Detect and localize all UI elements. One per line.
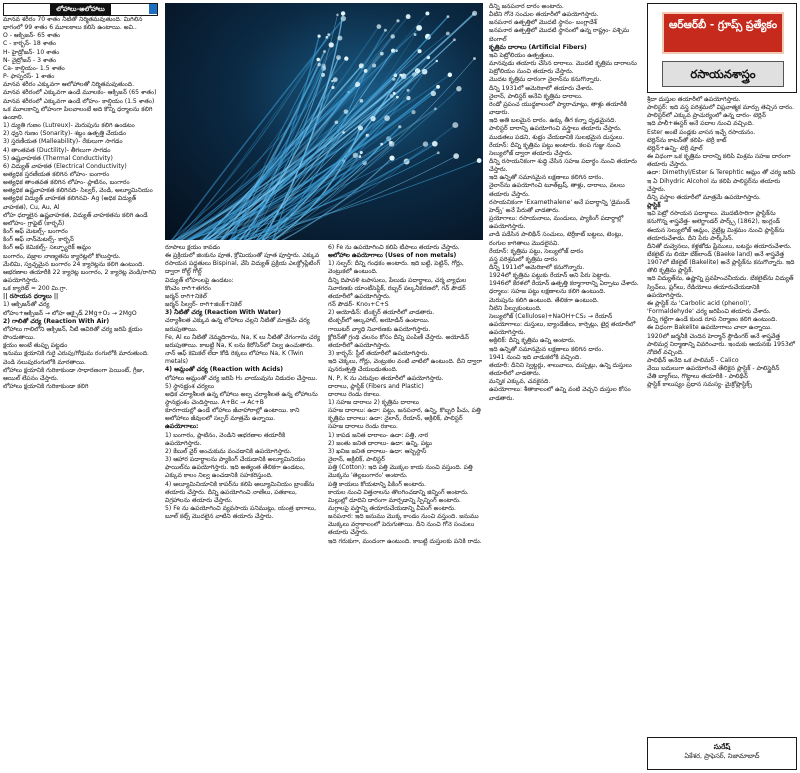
text-line: మిల్లుల్లో దూదిని దారంగా మార్చడాన్ని స్పిన్నింగ్ అంటారు. bbox=[328, 496, 461, 504]
fiber-tip bbox=[472, 11, 477, 16]
text-line: 1) ద్యుతి గుణం (Lutreux)- మెరుపును కలిగి ఉండటం bbox=[3, 122, 135, 130]
text-line: ఈయన సెల్యులోజ్ ఆమ్లం, నైట్రేట్ల మిశ్రమం నుంచి ప్లాస్టిక్‌ను తయారుచేశాడు. దీని పేరు పార్క్‌సిన్. bbox=[647, 226, 785, 242]
fiber-tip bbox=[317, 35, 320, 38]
text-line: 1) కాపడ జనిత దారాలు- ఉదా: పత్తి, నార bbox=[328, 431, 429, 439]
text-line: కింగ్ ఆఫ్ నాన్‌మెటల్స్- కార్బన్ bbox=[3, 236, 74, 244]
text-line: ఇది పాలీ+ఈస్టర్ అనే పదాల నుంచి వచ్చింది. bbox=[647, 120, 754, 128]
fiber-tip bbox=[333, 77, 338, 82]
fiber-tip bbox=[335, 120, 339, 124]
exam-badge: ఆర్ఆర్‌బీ - గ్రూప్స్ ప్రత్యేకం bbox=[662, 12, 784, 54]
text-line: N- నైట్రోజన్ - 3 శాతం bbox=[3, 56, 57, 64]
text-line: రసాయనికంగా 'Examethalene' అనే పదార్థాన్ని 'డైమండ్ హెడ్స్' అనే పేరుతో వాడతారు. bbox=[489, 198, 630, 214]
fiber-tip bbox=[436, 60, 438, 62]
text-line: బంగారం, వజ్రాల నాణ్యతను క్యారెట్లలో కొలుస్తారు. bbox=[3, 252, 121, 260]
fiber-tip bbox=[437, 151, 440, 154]
text-line: 1) బంగారం, ప్లాటినం, వెండిని ఆభరణాల తయారీకి ఉపయోగిస్తారు. bbox=[165, 431, 286, 447]
text-line: దీన్ని రసాయనికంగా శుద్ధి చేసిన సహజ పదార్థం నుంచి తయారు చేస్తారు. bbox=[489, 157, 637, 174]
text-line: కొంచెం రాగి+తగరం bbox=[165, 284, 211, 292]
text-line: Ester అంటే పండ్లకు వాసన ఇచ్చే రసాయనం. bbox=[647, 128, 756, 136]
fiber-tip bbox=[331, 86, 334, 89]
text-line: మగ్గాలపై వస్త్రాన్ని తయారుచేయడాన్ని వీవింగ్ అంటారు. bbox=[328, 505, 456, 512]
section-tag bbox=[3, 3, 158, 16]
text-line: దీన్ని వస్త్రాల తయారీలో మాత్రమే ఉపయోగిస్తారు. bbox=[647, 193, 761, 201]
column-plastics bbox=[647, 96, 797, 733]
fiber-tip bbox=[453, 153, 459, 159]
text-line: N, P, K ను ఎరువుల తయారీలో ఉపయోగిస్తారు. bbox=[328, 374, 444, 382]
fiber-tip bbox=[331, 80, 333, 82]
author-role: ఏకేశర, ప్రాఫెసర్, నిజామాబాద్ bbox=[684, 752, 760, 760]
fiber-tip bbox=[338, 36, 343, 41]
text-line: జనపనార ఉత్పత్తిలో మొదటి స్థానంలో ఉన్న రాష్ట్రం- పశ్చిమ బెంగాల్ bbox=[489, 27, 630, 43]
text-line: అలోహాల ఉపయోగాలు (Uses of non metals) bbox=[328, 252, 457, 260]
text-line: దీన్ని 1911లో అమెరికాలో కనుగొన్నారు. bbox=[489, 264, 585, 271]
fiber-strand bbox=[165, 66, 374, 240]
text-line: 2) ధ్వని గుణం (Sonarity)- శబ్దం ఉత్పత్తి చేయడం bbox=[3, 130, 127, 138]
text-line: గాయిటర్ వ్యాధి నివారణకు ఉపయోగిస్తారు. bbox=[328, 325, 431, 333]
text-line: 1946లో కేరళలో రేయాన్ ఉత్పత్తి కర్మాగారాన్ని ఏర్పాటు చేశారు. bbox=[489, 280, 639, 288]
fiber-tip bbox=[317, 63, 320, 66]
text-line: 5) స్థానభ్రంశ చర్యలు bbox=[165, 382, 214, 390]
column-nonmetal-uses bbox=[328, 244, 483, 773]
text-line: సహజ దారాలు: ఉదా: పట్టు, జనపనార, ఉన్ని, కొబ్బరి పీచు, పత్తి bbox=[328, 407, 481, 415]
text-line: సెల్యులోజ్ (Cellulose)+NaOH+CS₂ → రేయాన్ bbox=[489, 312, 613, 320]
text-line: ఉపయోగాలు: దుస్తులు, బ్యాండేజీలు, కార్పెట్లు, టైర్ల తయారీలో ఉపయోగిస్తారు. bbox=[489, 321, 636, 337]
text-line: 6) విద్యుత్ వాహకత (Electrical Conductivity) bbox=[3, 162, 127, 170]
text-line: చేతి బ్యాగ్‌లు, గొట్టాలు తయారీకి - పాలిథీన్ bbox=[647, 373, 748, 381]
text-line: 4) తాంతవత (Ductility)- తీగలుగా సాగడం bbox=[3, 146, 111, 154]
text-line: C - కార్బన్- 18 శాతం bbox=[3, 40, 56, 48]
text-line: || రసాయన ధర్మాలు || bbox=[3, 293, 59, 301]
text-line: లోహాలు క్షయానికి గురికాకుండా కలిగి bbox=[3, 383, 89, 391]
fiber-tip bbox=[446, 32, 450, 36]
text-line: P- ఫాస్ఫరస్- 1 శాతం bbox=[3, 73, 55, 81]
text-line: శ్రీదా దుస్తుల తయారీలో ఉపయోగిస్తారు. bbox=[647, 96, 741, 103]
text-line: ఇది చెక్కలు, గోర్లు, వెంట్రుకల వంటి వాటిలో ఉంటుంది. దీని ద్వారా పునరుత్పత్తి చేయబడుతుంది. bbox=[328, 358, 483, 374]
text-line: దారాలు, ప్లాస్టిక్ (Fibers and Plastic) bbox=[328, 382, 424, 390]
fiber-tip bbox=[448, 73, 453, 78]
text-line: మానవ శరీరంలో ఎక్కువగా ఉండే లోహం- కాల్షియం (1.5 శాతం) bbox=[3, 97, 155, 105]
fiber-tip bbox=[453, 38, 456, 41]
text-line: అత్యధిక విద్యుత్ వాహకత కలిగినవి- Ag (అధిక విద్యుత్ వాహకత), Cu, Au, Al bbox=[3, 195, 137, 211]
text-line: నైలాన్, పాలిస్టర్ అనేవి కృత్రిమ దారాలు. bbox=[489, 92, 583, 100]
section-tag-label: లోహాలు-అలోహాలు bbox=[50, 4, 110, 16]
fiber-tip bbox=[423, 141, 428, 146]
text-line: టింక్చర్‌లో ఆల్కహాల్, అయోడిన్ ఉంటాయి. bbox=[328, 317, 430, 325]
text-line: విద్యుత్ లోహంలపై ఉండటం: bbox=[165, 276, 234, 284]
text-line: లోహ ధర్మాలైన ఉష్ణవాహకత, విద్యుత్ వాహకతను కలిగి ఉండే అలోహం- గ్రాఫైట్ (కార్బన్) bbox=[3, 211, 148, 227]
column-reactions bbox=[165, 244, 323, 773]
text-line: బేకలైట్ ను లియో బేక్‌లాండ్ (Baeke land) అనే శాస్త్రవేత్త 1907లో బేకలైట్ (Bakelite) అనే ప్లాస్టిక్‌ను కనుగొన్నారు. ఇది తొలి కృత్రిమ ప్లాస్టిక్. bbox=[647, 250, 795, 275]
text-line: పాలిస్టర్‌లో ఎక్కువ ప్రాచుర్యంలో ఉన్న దారం- టెర్లిన్ bbox=[647, 112, 766, 120]
text-line: నైలాన్‌ను ఉపయోగించి టూత్‌బ్రష్, తాళ్లు, దారాలు, వలలు తయారు చేస్తారు. bbox=[489, 182, 625, 198]
text-line: 3) ఖనిజ జనిత దారాలు- ఉదా: ఆస్బెస్టాస్ bbox=[328, 447, 427, 455]
text-line: క్లోరిన్‌తో గ్రంథి చలనం కోసం దీన్ని పంపిణీ చేస్తారు. అయోడిన్ తయారీలో ఉపయోగిస్తారు. bbox=[328, 333, 469, 349]
author-credit bbox=[647, 737, 797, 770]
text-line: దీన్ని జనపనార దారం అంటారు. bbox=[489, 3, 564, 10]
text-line: 4) ఆమ్లంతో చర్య (Reaction with Acids) bbox=[165, 366, 284, 374]
text-line: 1) ఆక్సిజన్‌తో చర్య bbox=[3, 301, 50, 309]
text-line: రేయాన్: కృత్రిమ పట్టు, సెల్యులోజ్ దారం bbox=[489, 247, 584, 255]
fiber-tip bbox=[341, 11, 345, 15]
fiber-tip bbox=[393, 92, 396, 95]
text-line: 2) గాలితో చర్య (Reaction With Air) bbox=[3, 317, 110, 325]
fiber-tip bbox=[406, 14, 411, 19]
optical-fiber-image bbox=[165, 3, 483, 240]
fiber-tip bbox=[336, 55, 341, 60]
text-line: 3) స్తరణీయత (Malleability)- రేకులుగా సాగడం bbox=[3, 138, 123, 146]
text-line: 4) అల్యూమినియానికి కాపర్‌ను కలిపి అల్యూమినియం బ్రాంజ్‌ను తయారు చేస్తారు. దీన్ని ఉపయోగించి నాణేలు, పతకాలు, విగ్రహాలను తయారు చేస్తారు. bbox=[165, 480, 315, 504]
fiber-tip bbox=[336, 14, 338, 16]
text-line: మానవుడు తయారు చేసిన దారాలు. మొదటి కృత్రిమ దారాలను పెట్రోలియం నుంచి తయారు చేస్తారు. bbox=[489, 60, 637, 76]
text-line: పాలిస్టర్ దారాన్ని ఉపయోగించి వస్త్రాలు తయారు చేస్తారు. bbox=[489, 125, 622, 133]
text-line: 6) Fe ను ఉపయోగించి కలిపి టీపాలు తయారు చేస్తారు. bbox=[328, 244, 460, 251]
fiber-tip bbox=[477, 158, 482, 163]
text-line: ఇవి పెట్రోలియం ఉత్పత్తులు. bbox=[489, 51, 555, 59]
text-line: ఒక క్యారెట్ = 200 మి.గ్రా. bbox=[3, 285, 68, 293]
fiber-tip bbox=[380, 52, 384, 56]
text-line: 1924లో కృత్రిమ పట్టుకు రేయాన్ అని పేరు పెట్టారు. bbox=[489, 272, 611, 280]
text-line: ఈ విధంగా ఒక కృత్రిమ దారాన్ని కలిపి మిశ్రమ సహజ దారంగా తయారు చేస్తారు. bbox=[647, 153, 791, 169]
text-line: O - ఆక్సిజన్- 65 శాతం bbox=[3, 32, 61, 40]
text-line: క్షయం అంటే తుప్పు పట్టడం bbox=[3, 342, 68, 350]
fiber-tip bbox=[398, 125, 401, 128]
fiber-tip bbox=[329, 42, 334, 47]
text-line: మేలిమి, స్వచ్ఛమైన బంగారం 24 క్యారెట్లను కలిగి ఉంటుంది. bbox=[3, 260, 145, 268]
text-line: మొదట కృత్రిమ దారంగా నైలాన్‌ను కనుగొన్నారు. bbox=[489, 76, 602, 84]
fiber-tip bbox=[323, 50, 326, 53]
text-line: ఈ ప్లాస్టిక్ ను 'Carbolic acid (phenol)', 'Formaldehyde' చర్య జరిపించి తయారు చేశారు. bbox=[647, 299, 771, 316]
text-line: మానవ శరీరం ఎక్కువగా ఆలోహాలతో నిర్మితమవుతుంది. bbox=[3, 81, 135, 89]
text-line: కింగ్ ఆఫ్ కెమికల్స్- సల్ఫ్యూరిక్ ఆమ్లం bbox=[3, 244, 92, 252]
fiber-tip bbox=[384, 29, 387, 32]
text-line: 1941 నుంచి ఇది వాడుకలోకి వచ్చింది. bbox=[489, 353, 582, 361]
text-line: టెర్లిన్‌ను కాటన్‌తో కలిపి- టెర్రీ కాట్ bbox=[647, 136, 727, 144]
text-line: ఇనుము క్షయానికి గురై ఎరుపు/గోధుమ రంగులోకి మారుతుంది. bbox=[3, 350, 149, 358]
text-line: జర్మన్ రాగి+నికెల్ bbox=[165, 292, 207, 300]
text-line: 2) జంతు జనిత దారాలు- ఉదా: ఉన్ని, పట్టు bbox=[328, 439, 432, 447]
text-line: 5) ఉష్ణవాహకత (Thermal Conductivity) bbox=[3, 154, 113, 162]
text-line: 5) Fe ను ఉపయోగించి వ్యవసాయ పనిముట్లు, యంత్ర భాగాలు, బూల్ కట్స్ మొదలైన వాటిని తయారు చేస్తారు. bbox=[165, 505, 317, 521]
text-line: వాడి పడేసిన పాలిథీన్ సంచులు, టెర్రీకాట్ బట్టలు, టెంట్లు, రంగుల కాగితాలు మొదలైనవి. bbox=[489, 231, 624, 247]
text-line: నీటిని పీల్చుకుంటుంది. bbox=[489, 304, 542, 312]
fiber-tip bbox=[326, 36, 329, 39]
text-line: మానవ శరీరంలో ఎక్కువగా ఉండే మూలకం- ఆక్సిజన్ (65 శాతం) bbox=[3, 89, 157, 97]
text-line: తయారీ: దీనిని స్వెట్టర్లు, శాలువాలు, దుప్పట్లు, ఉన్ని దుస్తులు తయారీలో వాడతారు. bbox=[489, 361, 632, 378]
text-line: ఇది గరుకుగా, మందంగా ఉంటుంది. కాబట్టి దుస్తులకు పనికి రాదు. bbox=[328, 537, 482, 545]
fiber-tip bbox=[391, 34, 395, 38]
text-line: H- హైడ్రోజన్- 10 శాతం bbox=[3, 48, 60, 56]
fiber-tip bbox=[389, 155, 394, 160]
text-line: 2) అయోడిన్: టింక్చర్ తయారీలో వాడతారు. bbox=[328, 309, 435, 317]
fiber-tip bbox=[431, 91, 436, 96]
fiber-tip bbox=[425, 11, 429, 15]
text-line: 3) కార్బన్: స్టీల్ తయారీలో ఉపయోగిస్తారు. bbox=[328, 350, 430, 358]
text-line: ధర్మాలు: సహజ పట్టు లక్షణాలను కలిగి ఉంటుంది. bbox=[489, 288, 606, 296]
text-line: వేయి బదులుగా ఉపయోగించే తేలికైన ప్లాస్టిక్ - పాలిస్టైరీన్ bbox=[647, 365, 780, 373]
text-line: లోహాలు ఆమ్లంతో చర్య జరిపి H₂ వాయువును విడుదల చేస్తాయి. bbox=[165, 374, 318, 382]
fiber-tip bbox=[432, 141, 438, 147]
fiber-tip bbox=[447, 15, 450, 18]
fiber-tip bbox=[360, 151, 363, 154]
feature-header bbox=[647, 3, 797, 93]
text-line: పాలిస్టర్: ఇది వస్త్ర పరిశ్రమలో విప్లవాత్మక మార్పు తెచ్చిన దారం. bbox=[647, 104, 795, 112]
text-line: ఇది విద్యుత్‌ను, ఉష్ణాన్ని ప్రవహించనీయదు. బేకలైట్‌ను విద్యుత్ స్విచ్‌లు, ప్లగ్‌లు, రేడియోలు తయారుచేయడానికి ఉపయోగిస్తారు. bbox=[647, 275, 794, 299]
text-line: ఉపయోగాలు: శీతాకాలంలో ఉన్ని వంటి వెచ్చని దుస్తుల కోసం వాడతారు. bbox=[489, 386, 631, 402]
text-line: 1) సహజ దారాలు 2) కృత్రిమ దారాలు bbox=[328, 398, 420, 406]
text-line: లోహాలు క్షయానికి గురికాకుండా సాధారణంగా పెయింట్, గ్రీజు, ఆయిల్ లేపనం చేస్తారు. bbox=[3, 366, 145, 382]
optical-fiber-illustration bbox=[165, 3, 483, 240]
fiber-tip bbox=[418, 49, 422, 53]
text-line: జనపనార: ఇది జనుము మొక్క కాండం నుంచి వస్తుంది. జనుము మొక్కలు వర్షాకాలంలో పెరుగుతాయి. దీని నుంచి గోనె సంచులు తయారు చేస్తారు. bbox=[328, 513, 479, 537]
fiber-tip bbox=[399, 74, 402, 77]
text-line: కాయల నుంచి విత్తనాలను తొలగించడాన్ని జిన్నింగ్ అంటారు. bbox=[328, 488, 469, 496]
column-metals-nonmetals bbox=[3, 16, 158, 773]
text-line: ప్రయోగాలు: రసాయనాలు, మందులు, ప్యాకింగ్ పదార్థాల్లో ఉపయోగిస్తారు. bbox=[489, 215, 624, 231]
section-tag-marker-icon bbox=[149, 4, 157, 14]
fiber-tip bbox=[344, 56, 348, 60]
text-line: చర్యాశీలత ఎక్కువ ఉన్న లోహాలు చల్లని నీటితో మాత్రమే చర్య జరుపుతాయి. bbox=[165, 317, 310, 333]
fiber-tip bbox=[407, 89, 410, 92]
fiber-tip bbox=[327, 33, 330, 36]
text-line: దారాలు రెండు రకాలు. bbox=[328, 390, 381, 398]
text-line: వీటిని గోనె సంచుల తయారీలో ఉపయోగిస్తారు. bbox=[489, 11, 599, 19]
text-line: ఇది ఉన్నితో సమానమైన లక్షణాలు కలిగిన దారం. bbox=[489, 345, 604, 353]
text-line: ప్లాస్టిక్ bbox=[647, 202, 661, 210]
text-line: అక్రిలిక్: దీన్ని కృత్రిమ ఉన్ని అంటారు. bbox=[489, 337, 576, 345]
fiber-tip bbox=[452, 122, 458, 128]
fiber-tip bbox=[360, 99, 364, 103]
text-line: నాన్ ఆఫ్ కెమికల్ లేదా కోడి రెక్కలు లోహాలు Na, K (Twin metals) bbox=[165, 350, 304, 366]
text-line: ఇది ఉన్నితో సమానమైన లక్షణాలు కలిగిన దారం. bbox=[489, 174, 604, 182]
text-line: ఆభరణాల తయారీకి 22 క్యారెట్ల బంగారం, 2 క్యారెట్ల వెండి/రాగిని ఉపయోగిస్తారు. bbox=[3, 268, 157, 284]
text-line: జర్మన్ సిల్వర్- రాగి+జింక్+నికెల్ bbox=[165, 301, 242, 309]
text-line: ఇవి పెట్రో రసాయన పదార్థాలు. మొదటిసారిగా ప్లాస్టిక్‌ను కనుగొన్న శాస్త్రవేత్త- అలెగ్జాండర్ పార్క్స్ (1862), ఇంగ్లండ్ bbox=[647, 210, 781, 226]
text-line: అత్యధిక స్తరణీయత కలిగిన లోహం- బంగారం bbox=[3, 170, 110, 178]
text-line: 1920లో జర్మనీకి చెందిన హెర్మాన్ స్టౌడింగర్ అనే శాస్త్రవేత్త పాలిమర్ల నిర్మాణాన్ని వివరించారు. ఇందుకు ఆయనకు 1953లో నోబెల్ వచ్చింది. bbox=[647, 332, 796, 356]
text-line: 2) కేబుల్ వైర్ అంచుకుమ వంచడానికి ఉపయోగిస్తారు. bbox=[165, 447, 292, 455]
text-line: ఒక మూలకాన్ని లోహంగా పిలవాలంటే అది కొన్ని ధర్మాలను కలిగి ఉండాలి. bbox=[3, 105, 153, 121]
text-line: 3) ఆహార పదార్థాలను ప్యాకింగ్ చేయడానికి అల్యూమినియం ఫాయిల్‌ను ఉపయోగిస్తారు. ఇది అత్యంత తేలికగా ఉండటం, ఎక్కువ కాలం నిల్వ ఉంచడానికి సహకరిస్తుంది. bbox=[165, 456, 306, 480]
text-line: జనపనార ఉత్పత్తిలో మొదటి స్థానం- బంగ్లాదేశ్ bbox=[489, 19, 597, 27]
text-line: లోహాలు గాలిలోని ఆక్సిజన్, నీటి ఆవిరితో చర్య జరిపి క్షయం పొందుతాయి. bbox=[3, 325, 143, 342]
text-line: కృత్రిమ దారాలు (Artificial Fibers) bbox=[489, 43, 587, 51]
text-line: కూరగాయల్లో ఉండే లోహాలు జీవాహారాల్లో ఉంటాయి. కాని అలోహాలు జీవులలో సల్ఫర్ మాత్రమే ఉన్నాయి. bbox=[165, 407, 300, 423]
fiber-tip bbox=[436, 85, 440, 89]
text-line: రేయాన్: దీన్ని కృత్రిమ పట్టు అంటారు. కలప గుజ్జు నుంచి సెల్యులోజ్ ద్వారా తయారు చేస్తారు. bbox=[489, 141, 621, 157]
fiber-tip bbox=[414, 33, 417, 36]
fiber-tip bbox=[406, 96, 410, 100]
text-line: వెండి నలుపురంగులోకి మారతాయి. bbox=[3, 358, 86, 366]
fiber-tip bbox=[316, 58, 319, 61]
text-line: 1) సల్ఫర్: దీన్ని గంధకం అంటారు. ఇది బట్టి, పెట్టిన్, గోర్లు, వెంట్రుకలో ఉంటుంది. bbox=[328, 260, 464, 276]
text-line: రూపాలు క్షయం కావడం bbox=[165, 244, 221, 251]
text-line: Ca- కాల్షియం- 1.5 శాతం bbox=[3, 64, 65, 72]
text-line: పత్తి (Cotton): ఇది పత్తి మొక్కల కాయ నుంచి వస్తుంది. పత్తి మొక్కను 'తెల్లబంగారం' అంటారు. bbox=[328, 464, 473, 480]
text-line: పాలిథీన్ అనేది ఒక పాలిమర్ - Calico bbox=[647, 357, 739, 364]
fiber-strand bbox=[165, 85, 357, 240]
text-line: 3) నీటితో చర్య (Reaction With Water) bbox=[165, 309, 281, 317]
text-line: Fe, Al లు నీటితో నెమ్మదిగాను, Na, K లు నీటితో వేగంగాను చర్య జరుపుతాయి. కాబట్టి Na, K లను కిరోసిన్‌లో నిల్వ ఉంచుతారు. bbox=[165, 333, 321, 349]
fiber-tip bbox=[380, 143, 383, 146]
text-line: నైలాన్, అక్రిలిక్, పాలిస్టర్ bbox=[328, 456, 385, 464]
text-line: వస్త్ర పరిశ్రమలో కృత్రిమ దారం bbox=[489, 255, 558, 263]
text-line: దీన్ని గట్టిగా ఉండే కుండ రూప నిర్మాణం కలిగి ఉంటుంది. bbox=[647, 316, 778, 324]
text-line: దీనితో దువ్వెనలు, కళ్లజోడు ఫ్రేములు, బటన్లు తయారుచేశారు. bbox=[647, 242, 792, 250]
fiber-tip bbox=[396, 19, 399, 22]
fiber-tip bbox=[389, 141, 392, 144]
text-line: ఉదా: Dimethyl/Ester & Terephtic ఆమ్లం తో చర్య జరిపి ఇ ఏ Dihydric Alcohol ను కలిపి పాలిస్టర్‌ను తయారు చేస్తారు. bbox=[647, 169, 796, 193]
text-line: దీన్ని 1931లో అమెరికాలో తయారు చేశారు. bbox=[489, 84, 594, 92]
text-line: ఈ ప్రక్రియలో జింకును పూత, క్రోమియంతో పూత పూస్తారు. ఎక్కువ రసాయన పద్ధతులు Bispinal, వేసి విద్యుత్ ప్రక్రియ ఎలక్ట్రోప్లేటింగ్ ద్వారా రోల్డ్ గోల్డ్ bbox=[165, 252, 321, 276]
text-line: మన్నిక ఎక్కువ, చవకైనది. bbox=[489, 378, 551, 386]
text-line: అధిక చర్యాశీలత ఉన్న లోహాలు అల్ప చర్యాశీలత ఉన్న లోహాలను స్థానభ్రంశం చెందిస్తాయి. A+Bc → Ac+B bbox=[165, 390, 318, 406]
text-line: సహజ దారాలు రెండు రకాలు. bbox=[328, 423, 398, 431]
author-name: సురేష్ bbox=[713, 743, 731, 751]
fiber-tip bbox=[473, 57, 476, 60]
text-line: రెండో ప్రపంచ యుద్ధకాలంలో ప్యారాచూట్లు, తాళ్లు తయారీకి వాడారు. bbox=[489, 100, 627, 117]
text-line: ప్లాస్టిక్ కాలుష్యం ప్రధాన సమస్య- మైక్రోప్లాస్టిక్స్ bbox=[647, 381, 752, 389]
text-line: దీన్ని దిపావళి టపాసులు, పేలుడు పదార్థాలు, చర్మ వ్యాధుల నివారణకు యాంటీసెప్టిక్, రబ్బర్ వల్కనీకరణలో, గన్ పౌడర్ తయారీలో ఉపయోగిస్తారు. bbox=[328, 276, 467, 300]
text-line: మెరుపును కలిగి ఉంటుంది. తేలికగా ఉంటుంది. bbox=[489, 296, 599, 304]
text-line: ఈ విధంగా Bakelite ఉపయోగాలు చాలా ఉన్నాయి. bbox=[647, 324, 772, 332]
text-line: టెర్లిన్+ఉన్ని- టెర్రీ వూల్ bbox=[647, 144, 703, 152]
subject-title: రసాయనశాస్త్రం bbox=[662, 61, 784, 87]
text-line: గన్ పౌడర్- Kno₃+C+S bbox=[328, 301, 389, 309]
text-line: ముడతలు పడని, శుభ్రం చేయడానికి సులభమైన దుస్తులు. bbox=[489, 133, 625, 141]
column-artificial-fibers bbox=[489, 3, 641, 773]
text-line: అత్యధిక తాంతవత కలిగిన లోహం- ప్లాటినం, బంగారం bbox=[3, 179, 130, 187]
fiber-tip bbox=[456, 86, 461, 91]
text-line: లోహం+ఆక్సిజన్ → లోహ ఆక్సైడ్ 2Mg+O₂ → 2MgO bbox=[3, 309, 137, 317]
text-line: మానవ శరీరం 70 శాతం నీటితో నిర్మితమవుతుంది. మిగిలిన భాగంలో 99 శాతం 6 మూలకాలు కలిసి ఉంటాయి. అవి.. bbox=[3, 16, 143, 32]
text-line: పత్తి కాయలు కోయటాన్ని పికింగ్ అంటారు. bbox=[328, 480, 426, 488]
text-line: కృత్రిమ దారాలు: ఉదా: నైలాన్, రేయాన్, అక్రిలిక్, పాలిస్టర్ bbox=[328, 415, 463, 423]
fiber-tip bbox=[377, 24, 382, 29]
text-line: కింగ్ ఆఫ్ మెటల్స్- బంగారం bbox=[3, 228, 68, 236]
text-line: అత్యధిక ఉష్ణవాహకత కలిగినది- సిల్వర్, వెండి, అల్యూమినియం bbox=[3, 187, 153, 195]
text-line: ఇది అతి బలమైన దారం. ఉక్కు తీగ కన్నా దృఢమైనది. bbox=[489, 117, 617, 125]
text-line: ఉపయోగాలు: bbox=[165, 423, 199, 431]
